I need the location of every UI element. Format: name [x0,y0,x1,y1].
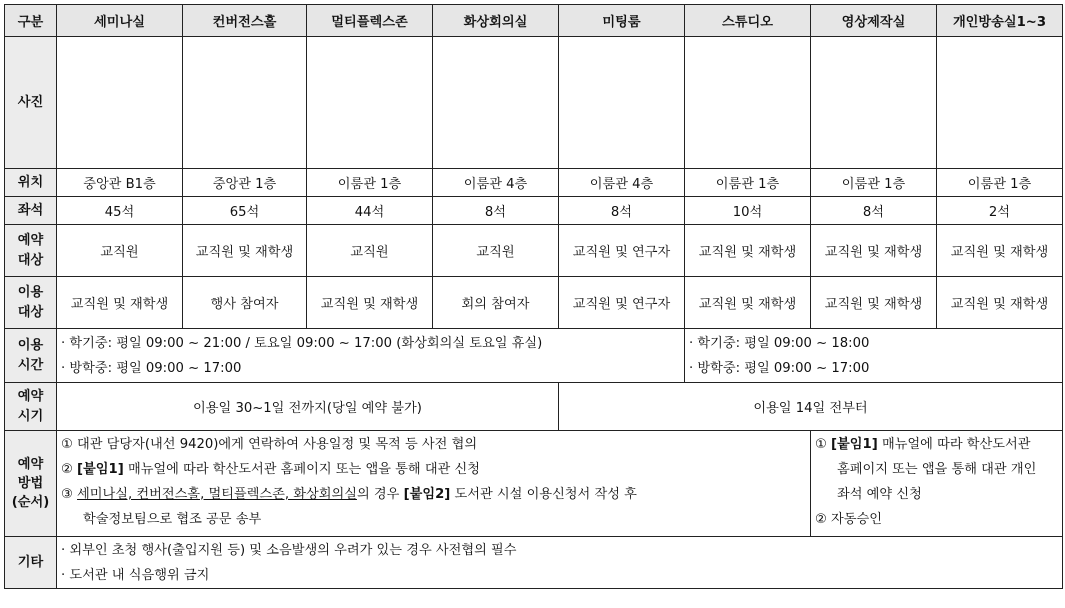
row-header-location: 위치 [5,169,57,197]
etc-row [5,537,1063,589]
room-seats: 10석 [685,197,811,225]
room-users: 교직원 및 연구자 [559,277,685,329]
row-header-period [5,383,57,431]
step-number: ② [61,462,73,477]
hours-row [5,329,1063,383]
period-right: 이용일 14일 전부터 [559,383,1063,431]
hours-line: · 학기중: 평일 09:00 ~ 18:00 [689,335,870,351]
row-header-line: 이용 [17,338,44,354]
room-name: 화상회의실 [433,5,559,37]
facility-table [4,4,1063,589]
room-name: 영상제작실 [811,5,937,37]
etc-notes [57,537,1063,589]
period-row [5,383,1063,431]
method-right [811,431,1063,537]
room-location: 이룸관 1층 [685,169,811,197]
step-text: 의 경우 [356,487,400,502]
hours-line: · 학기중: 평일 09:00 ~ 21:00 / 토요일 09:00 ~ 17:00 (화상회의실 토요일 휴실) [61,335,543,351]
room-name: 개인방송실1~3 [937,5,1063,37]
room-name: 멀티플렉스존 [307,5,433,37]
row-header-line: 방법 [17,475,44,491]
row-header-hours [5,329,57,383]
row-header-reservers [5,225,57,277]
method-step [815,432,1060,457]
attachment-tag: [붙임1] [831,437,878,452]
room-seats: 8석 [811,197,937,225]
hours-line: · 방학중: 평일 09:00 ~ 17:00 [61,360,242,376]
period-left: 이용일 30~1일 전까지(당일 예약 불가) [57,383,559,431]
method-step-continued: 좌석 예약 신청 [837,487,922,502]
room-reservers: 교직원 및 재학생 [685,225,811,277]
hours-right [685,329,1063,383]
row-header-etc: 기타 [5,537,57,589]
hours-line: · 방학중: 평일 09:00 ~ 17:00 [689,360,870,376]
row-header-line: 대상 [17,252,44,268]
room-seats: 8석 [559,197,685,225]
method-step-continued: 학술정보팀으로 협조 공문 송부 [83,512,262,527]
method-step [61,482,808,507]
room-reservers: 교직원 [433,225,559,277]
room-seats: 2석 [937,197,1063,225]
room-location: 중앙관 1층 [183,169,307,197]
room-reservers: 교직원 및 재학생 [183,225,307,277]
room-users: 교직원 및 재학생 [937,277,1063,329]
step-rooms: 세미나실, 컨버전스홀, 멀티플렉스존, 화상회의실 [77,487,357,502]
room-reservers: 교직원 및 재학생 [937,225,1063,277]
room-location: 이룸관 4층 [433,169,559,197]
row-header-line: 이용 [17,285,44,301]
room-name: 스튜디오 [685,5,811,37]
room-seats: 8석 [433,197,559,225]
room-users: 교직원 및 재학생 [811,277,937,329]
users-row [5,277,1063,329]
room-seats: 65석 [183,197,307,225]
method-left [57,431,811,537]
room-users: 교직원 및 재학생 [307,277,433,329]
row-header-photo: 사진 [5,37,57,169]
row-header-users [5,277,57,329]
row-header-line: 대상 [17,304,44,320]
attachment-tag: [붙임1] [77,462,124,477]
row-header-line: 예약 [17,389,44,405]
step-text: 도서관 시설 이용신청서 작성 후 [454,487,637,502]
step-number: ③ [61,487,73,502]
row-header-line: 예약 [17,456,44,472]
etc-line: · 도서관 내 식음행위 금지 [61,567,210,583]
room-location: 중앙관 B1층 [57,169,183,197]
room-name: 컨버전스홀 [183,5,307,37]
photo-row [5,37,1063,169]
room-reservers: 교직원 및 재학생 [811,225,937,277]
seats-row [5,197,1063,225]
room-users: 회의 참여자 [433,277,559,329]
step-number: ① [815,437,827,452]
row-header-line: 예약 [17,233,44,249]
room-location: 이룸관 1층 [307,169,433,197]
row-header-line: (순서) [11,495,50,511]
method-step [61,457,808,482]
step-text: 매뉴얼에 따라 학산도서관 [881,437,1031,452]
room-users: 교직원 및 재학생 [57,277,183,329]
room-seats: 45석 [57,197,183,225]
attachment-tag: [붙임2] [403,487,451,502]
room-users: 행사 참여자 [183,277,307,329]
room-reservers: 교직원 [57,225,183,277]
room-location: 이룸관 4층 [559,169,685,197]
method-row [5,431,1063,537]
location-row [5,169,1063,197]
room-name: 세미나실 [57,5,183,37]
row-header-seats: 좌석 [5,197,57,225]
corner-header: 구분 [5,5,57,37]
room-location: 이룸관 1층 [811,169,937,197]
method-step: ② 자동승인 [815,512,882,527]
room-seats: 44석 [307,197,433,225]
reservers-row [5,225,1063,277]
room-location: 이룸관 1층 [937,169,1063,197]
hours-left [57,329,685,383]
row-header-line: 시기 [17,408,44,424]
step-text: 매뉴얼에 따라 학산도서관 홈페이지 또는 앱을 통해 대관 신청 [127,462,480,477]
room-users: 교직원 및 재학생 [685,277,811,329]
room-name: 미팅룸 [559,5,685,37]
row-header-line: 시간 [17,357,44,373]
header-row [5,5,1063,37]
etc-line: · 외부인 초청 행사(출입지원 등) 및 소음발생의 우려가 있는 경우 사전협의 필수 [61,542,517,558]
method-step-continued: 홈페이지 또는 앱을 통해 대관 개인 [837,462,1037,477]
method-step: ① 대관 담당자(내선 9420)에게 연락하여 사용일정 및 목적 등 사전 협의 [61,437,478,452]
row-header-method [5,431,57,537]
room-reservers: 교직원 및 연구자 [559,225,685,277]
room-reservers: 교직원 [307,225,433,277]
